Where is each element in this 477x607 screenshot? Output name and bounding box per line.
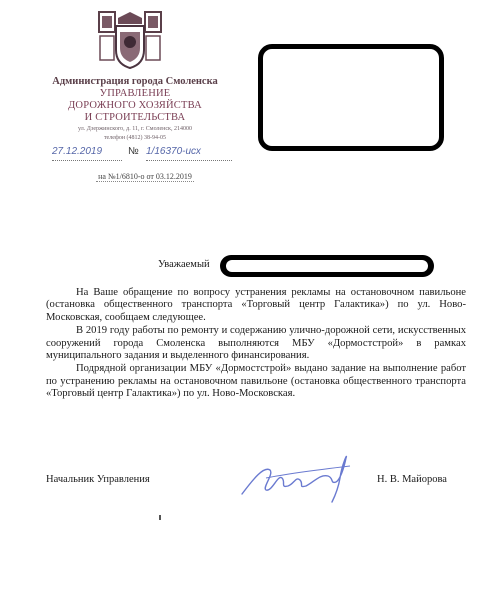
letter-body (46, 287, 466, 402)
coat-of-arms-emblem (98, 10, 162, 70)
outgoing-number-label: № (128, 146, 139, 157)
outgoing-number: 1/16370-исх (146, 146, 232, 161)
greeting: Уважаемый (158, 259, 210, 270)
org-name: Администрация города Смоленска (52, 76, 218, 87)
paragraph-3: Подрядной организации МБУ «Дормостстрой» выдано задание на выполнение работ по устранению рекламы на остановочном павильоне (остановка общественного транспорта «Торговый центр Галактика») по ул. Ново-Московская. (46, 363, 466, 400)
handwritten-signature (236, 448, 356, 504)
signatory-title: Начальник Управления (46, 474, 150, 485)
paragraph-2: В 2019 году работы по ремонту и содержанию улично-дорожной сети, искусственных сооружений города Смоленска выполняются МБУ «Дормостстрой» в рамках муниципального задания и выделенного финансирования. (46, 325, 466, 362)
address-line-2: телефон (4812) 38-94-05 (103, 135, 167, 141)
dept-line-3: И СТРОИТЕЛЬСТВА (84, 112, 186, 123)
dept-line-2: ДОРОЖНОГО ХОЗЯЙСТВА (68, 100, 202, 111)
reference-line (60, 172, 230, 181)
name-redaction (220, 255, 434, 277)
letterhead (40, 76, 230, 142)
paragraph-1: На Ваше обращение по вопросу устранения рекламы на остановочном павильоне (остановка общественного транспорта «Торговый центр Галактика») по ул. Ново-Московская, сообщаем следующее. (46, 287, 466, 323)
stray-mark (159, 515, 161, 520)
signatory-name: Н. В. Майорова (377, 474, 447, 485)
reference-number: на №1/6810-о от 03.12.2019 (98, 172, 192, 181)
outgoing-date: 27.12.2019 (52, 146, 122, 161)
dept-line-1: УПРАВЛЕНИЕ (99, 88, 171, 99)
addressee-redaction-box (258, 44, 444, 151)
address-line-1: ул. Дзержинского, д. 11, г. Смоленск, 214000 (78, 126, 192, 132)
